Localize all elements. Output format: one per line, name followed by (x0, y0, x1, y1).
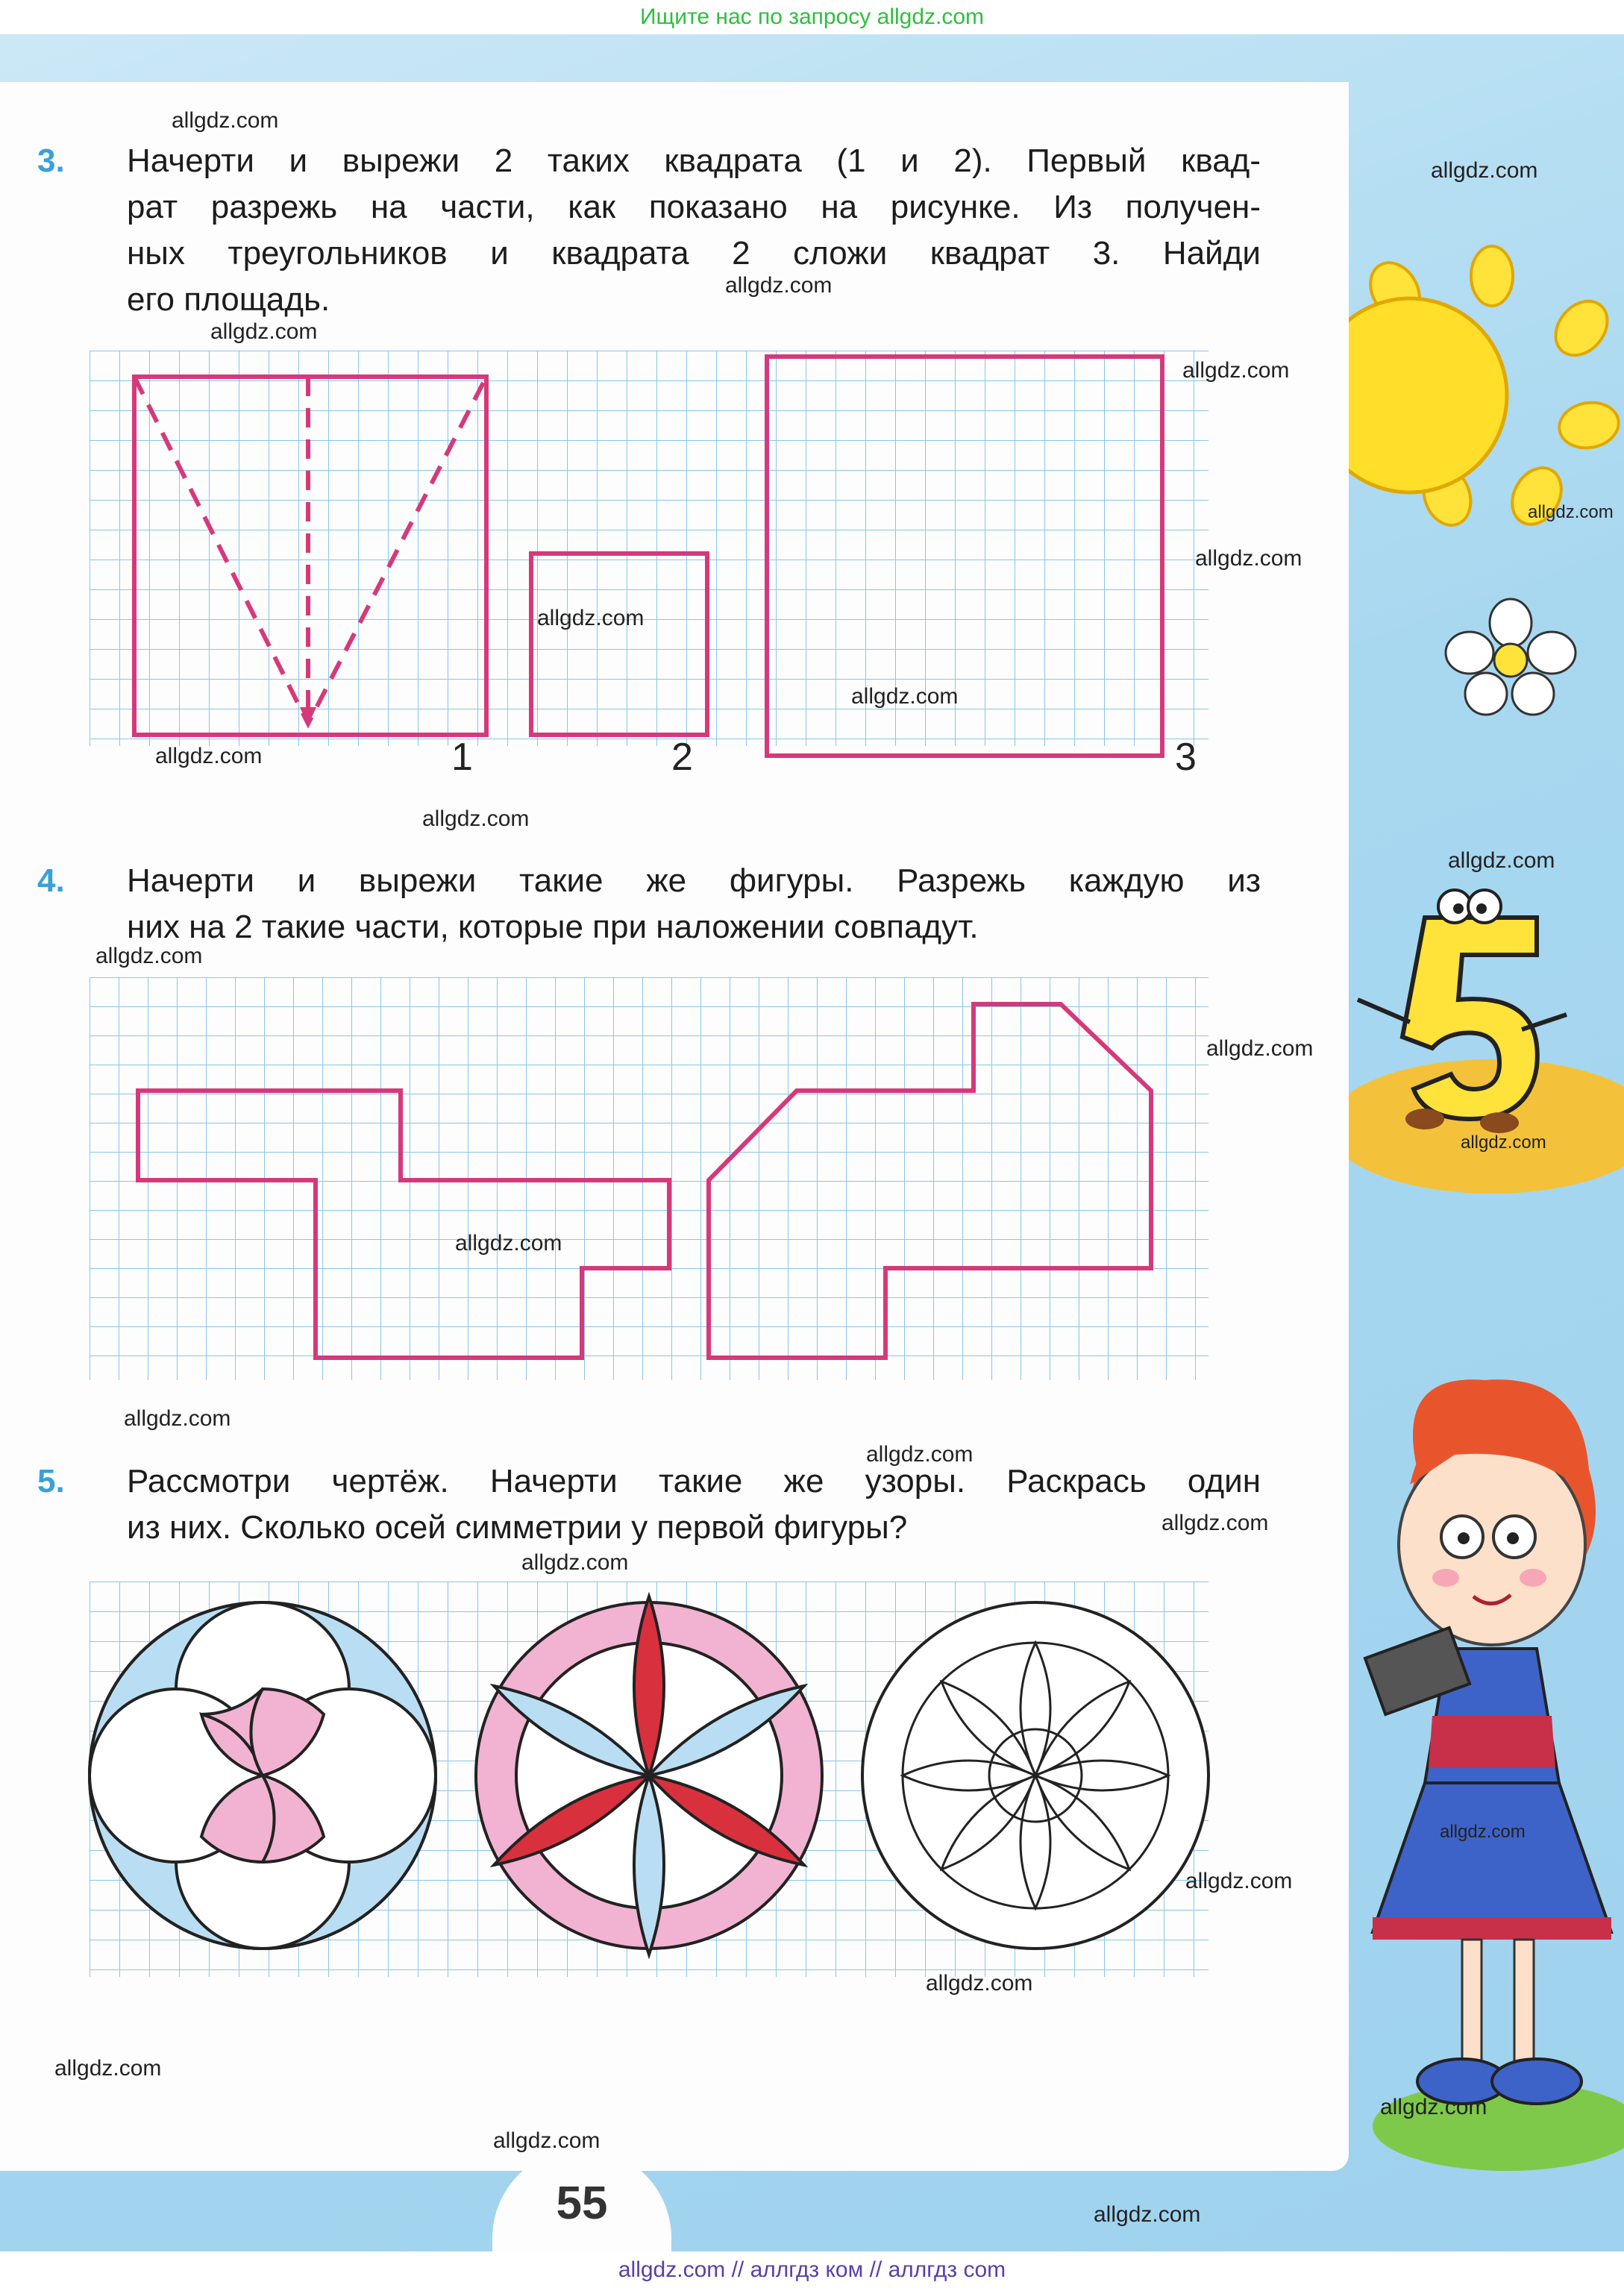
watermark: allgdz.com (1528, 502, 1614, 522)
watermark: allgdz.com (1161, 1511, 1269, 1535)
task-3-line-3: ных треугольников и квадрата 2 сложи квадрат 3. Найди (127, 235, 1261, 272)
task-5-drawing (90, 1582, 1208, 1977)
task-3-line-2: рат разрежь на части, как показано на рисунке. Из получен- (127, 189, 1261, 225)
pattern-1 (90, 1602, 436, 1949)
top-banner[interactable]: Ищите нас по запросу allgdz.com (639, 4, 985, 29)
watermark: allgdz.com (1206, 1036, 1314, 1061)
watermark: allgdz.com (725, 273, 833, 298)
watermark: allgdz.com (926, 1971, 1033, 1996)
watermark: allgdz.com (155, 744, 263, 768)
watermark: allgdz.com (851, 684, 959, 709)
watermark: allgdz.com (455, 1231, 562, 1256)
watermark: allgdz.com (521, 1550, 629, 1575)
sun-illustration (1343, 246, 1619, 530)
watermark: allgdz.com (1182, 358, 1290, 383)
task-4-line-2: них на 2 такие части, которые при наложении совпадут. (127, 909, 979, 945)
figure-label-3: 3 (1175, 736, 1197, 779)
task-3-number: 3. (37, 142, 65, 179)
watermark: allgdz.com (1461, 1132, 1546, 1153)
figure-label-2: 2 (671, 736, 693, 779)
watermark: allgdz.com (172, 108, 279, 133)
pattern-2 (476, 1596, 822, 1955)
pattern-3 (862, 1602, 1208, 1949)
watermark: allgdz.com (95, 944, 203, 968)
task-3-line-1: Начерти и вырежи 2 таких квадрата (1 и 2). Первый квад- (127, 142, 1261, 179)
watermark: allgdz.com (1440, 1822, 1526, 1842)
figure-label-1: 1 (451, 736, 473, 779)
watermark: allgdz.com (1195, 546, 1302, 571)
watermark: allgdz.com (866, 1442, 974, 1467)
watermark: allgdz.com (422, 806, 530, 831)
task-3-drawing (90, 351, 1208, 768)
task-4-drawing (90, 977, 1208, 1380)
page-number: 55 (556, 2178, 608, 2229)
task-5-number: 5. (37, 1463, 65, 1499)
bottom-banner[interactable]: allgdz.com // аллгдз ком // аллгдз com (618, 2257, 1006, 2282)
watermark: allgdz.com (54, 2056, 162, 2081)
watermark: allgdz.com (1431, 158, 1538, 183)
watermark: allgdz.com (1448, 848, 1555, 873)
watermark: allgdz.com (1185, 1869, 1293, 1893)
task-5-line-2: из них. Сколько осей симметрии у первой фигуры? (127, 1509, 908, 1546)
watermark: allgdz.com (493, 2128, 601, 2153)
task-4-number: 4. (37, 862, 65, 899)
watermark: allgdz.com (537, 606, 645, 630)
task-4-line-1: Начерти и вырежи такие же фигуры. Разрежь каждую из (127, 862, 1261, 899)
flower-icon (1440, 597, 1581, 716)
watermark: allgdz.com (124, 1406, 231, 1431)
watermark: allgdz.com (1380, 2095, 1487, 2119)
watermark: allgdz.com (210, 319, 318, 344)
task-3-line-4: его площадь. (127, 281, 330, 318)
task-5-line-1: Рассмотри чертёж. Начерти такие же узоры. Раскрась один (127, 1463, 1261, 1499)
watermark: allgdz.com (1094, 2202, 1201, 2227)
